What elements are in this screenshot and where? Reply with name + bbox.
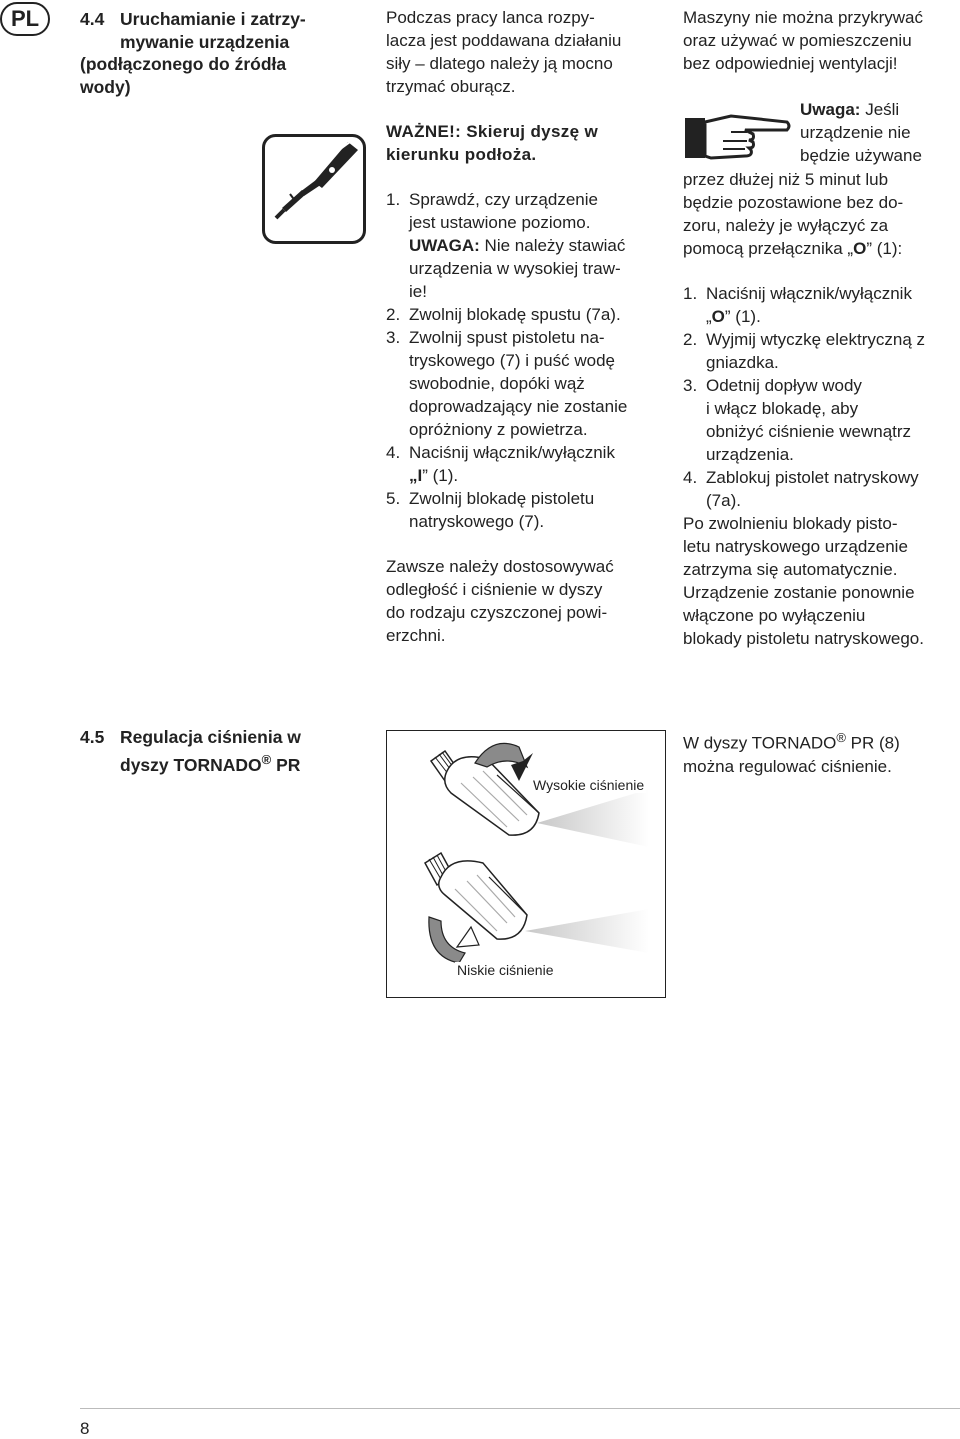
step-text: gniazdka. [706,353,779,372]
heading-line: Uruchamianie i zatrzy- [120,9,306,29]
nozzle-low-pressure-icon [425,853,649,963]
step-text: Zwolnij blokadę spustu (7a). [409,305,621,324]
step-text: natryskowego (7). [409,512,545,531]
note-text: urządzenie nie [800,123,911,142]
pointing-hand-icon [683,110,793,162]
step-text: Naciśnij włącznik/wyłącznik [706,284,912,303]
list-item [386,487,666,533]
step-number: 2. [386,305,401,324]
step-text: ” (1). [422,466,459,485]
step-number: 4. [683,468,698,487]
column-2 [386,6,666,647]
step-number: 3. [683,376,698,395]
heading-line: PR [271,754,301,775]
step-text: Odetnij dopływ wody [706,376,862,395]
closing-line: letu natryskowego urządzenie [683,537,908,556]
step-number: 5. [386,489,401,508]
note-text: przez dłużej niż 5 minut lub [683,170,889,189]
high-pressure-label: Wysokie ciśnienie [533,777,645,793]
warning-line: Maszyny nie można przykrywać [683,8,923,27]
section-4-5-text [683,726,960,778]
lance-pointing-down-icon [262,134,366,244]
note-text: Jeśli [860,100,900,119]
heading-line: mywanie urządzenia [120,31,290,52]
step-text: Nie należy stawiać [479,236,626,255]
section-number: 4.5 [80,727,105,747]
step-text: Zwolnij blokadę pistoletu [409,489,595,508]
uwaga-label: Uwaga: [800,100,861,119]
intro-line: trzymać oburącz. [386,77,516,96]
step-number: 1. [386,190,401,209]
list-item [386,188,666,303]
quote-mark: „ [409,466,418,485]
list-item [683,282,960,328]
language-badge: PL [0,2,50,36]
nozzle-figure [386,730,666,998]
footer-divider [80,1408,960,1409]
list-item [683,328,960,374]
closing-line: Zawsze należy dostosowywać [386,557,614,576]
step-number: 4. [386,443,401,462]
nozzle-high-pressure-icon [431,743,649,847]
closing-line: zatrzyma się automatycznie. [683,560,898,579]
body-text: można regulować ciśnienie. [683,756,892,776]
step-text: swobodnie, dopóki wąż [409,374,585,393]
step-text: (7a). [706,491,741,510]
note-text: zoru, należy je wyłączyć za [683,216,889,235]
closing-line: włączone po wyłączeniu [683,606,866,625]
closing-line: do rodzaju czyszczonej powi- [386,603,608,622]
registered-mark: ® [261,751,272,767]
switch-symbol: I [417,466,423,485]
heading-line: dyszy TORNADO [120,754,262,775]
intro-line: lacza jest poddawana działaniu [386,31,622,50]
closing-line: erzchni. [386,626,446,645]
step-text: obniżyć ciśnienie wewnątrz [706,422,912,441]
heading-line: Regulacja ciśnienia w [120,727,301,747]
list-item [683,466,960,512]
step-text: urządzenia w wysokiej traw- [409,259,621,278]
important-note: WAŻNE!: Skieruj dyszę w [386,122,599,141]
switch-symbol: O [853,239,867,258]
note-text: ” (1): [866,239,903,258]
uwaga-note-narrow [800,98,960,167]
page-number: 8 [80,1419,90,1438]
step-text: Zwolnij spust pistoletu na- [409,328,605,347]
step-text: tryskowego (7) i puść wodę [409,351,615,370]
step-text: ” (1). [724,307,761,326]
column-3 [683,6,960,75]
list-item [386,441,666,487]
closing-line: blokady pistoletu natryskowego. [683,629,924,648]
section-number: 4.4 [80,9,105,29]
warning-line: oraz używać w pomieszczeniu [683,31,912,50]
list-item [683,374,960,466]
switch-symbol: O [711,307,725,326]
heading-line: (podłączonego do źródła [80,54,287,74]
closing-line: Po zwolnieniu blokady pisto- [683,514,898,533]
note-text: będzie pozostawione bez do- [683,193,904,212]
step-text: i włącz blokadę, aby [706,399,859,418]
section-4-4-heading [80,8,380,98]
body-text: W dyszy TORNADO [683,733,837,753]
step-text: Sprawdź, czy urządzenie [409,190,598,209]
step-text: jest ustawione poziomo. [409,213,591,232]
step-text: opróżniony z powietrza. [409,420,588,439]
section-4-5-heading [80,726,380,776]
step-number: 2. [683,330,698,349]
step-text: Zablokuj pistolet natryskowy [706,468,919,487]
quote-mark: „ [706,307,712,326]
registered-mark: ® [836,730,846,745]
body-text: PR (8) [845,733,900,753]
step-number: 3. [386,328,401,347]
step-text: doprowadzający nie zostanie [409,397,628,416]
step-number: 1. [683,284,698,303]
note-text: pomocą przełącznika „ [683,239,854,258]
uwaga-label: UWAGA: [409,236,480,255]
step-text: ie! [409,282,427,301]
list-item [386,326,666,441]
list-item [386,303,666,326]
important-note: kierunku podłoża. [386,145,537,164]
closing-line: Urządzenie zostanie ponownie [683,583,915,602]
step-text: Wyjmij wtyczkę elektryczną z [706,330,925,349]
heading-line: wody) [80,76,131,97]
column-3-continued [683,168,960,650]
closing-line: odległość i ciśnienie w dyszy [386,580,603,599]
step-text: urządzenia. [706,445,794,464]
step-text: Naciśnij włącznik/wyłącznik [409,443,615,462]
intro-line: Podczas pracy lanca rozpy- [386,8,595,27]
warning-line: bez odpowiedniej wentylacji! [683,54,898,73]
note-text: będzie używane [800,146,922,165]
low-pressure-label: Niskie ciśnienie [457,962,554,978]
intro-line: siły – dlatego należy ją mocno [386,54,613,73]
